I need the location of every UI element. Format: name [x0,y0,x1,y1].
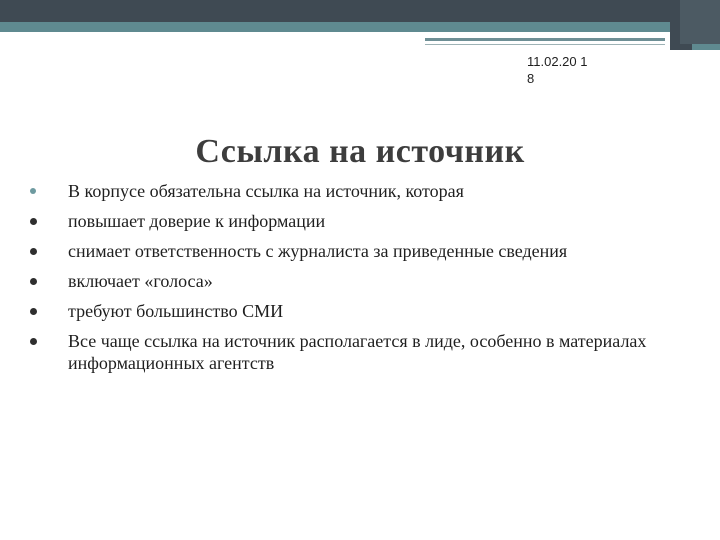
bullet-dot-icon [30,218,37,225]
bullet-list [28,180,698,382]
list-item-text: повышает доверие к информации [68,211,326,231]
list-item-text: включает «голоса» [68,271,213,291]
header-teal-bar [0,22,720,32]
list-item [28,330,698,374]
header-accent-line [425,38,665,41]
bullet-dot-icon [30,338,37,345]
bullet-dot-icon [30,248,37,255]
slide-title: Ссылка на источник [195,133,525,170]
list-item [28,270,698,292]
list-item [28,180,698,202]
list-item [28,210,698,232]
bullet-dot-icon [30,308,37,315]
slide-date: 11.02.20 18 [527,54,588,86]
bullet-dot-icon [30,278,37,285]
list-item-text: снимает ответственность с журналиста за приведенные сведения [68,241,568,261]
list-item-text: Все чаще ссылка на источник располагается в лиде, особенно в материалах информационных агентств [68,331,647,373]
header-corner-inner [680,0,720,44]
bullet-dot-icon [30,188,36,194]
header-accent-line-thin [425,44,665,45]
list-item-text: требуют большинство СМИ [68,301,284,321]
list-item [28,240,698,262]
header-dark-bar [0,0,720,22]
list-item [28,300,698,322]
list-item-text: В корпусе обязательна ссылка на источник, которая [68,181,464,201]
